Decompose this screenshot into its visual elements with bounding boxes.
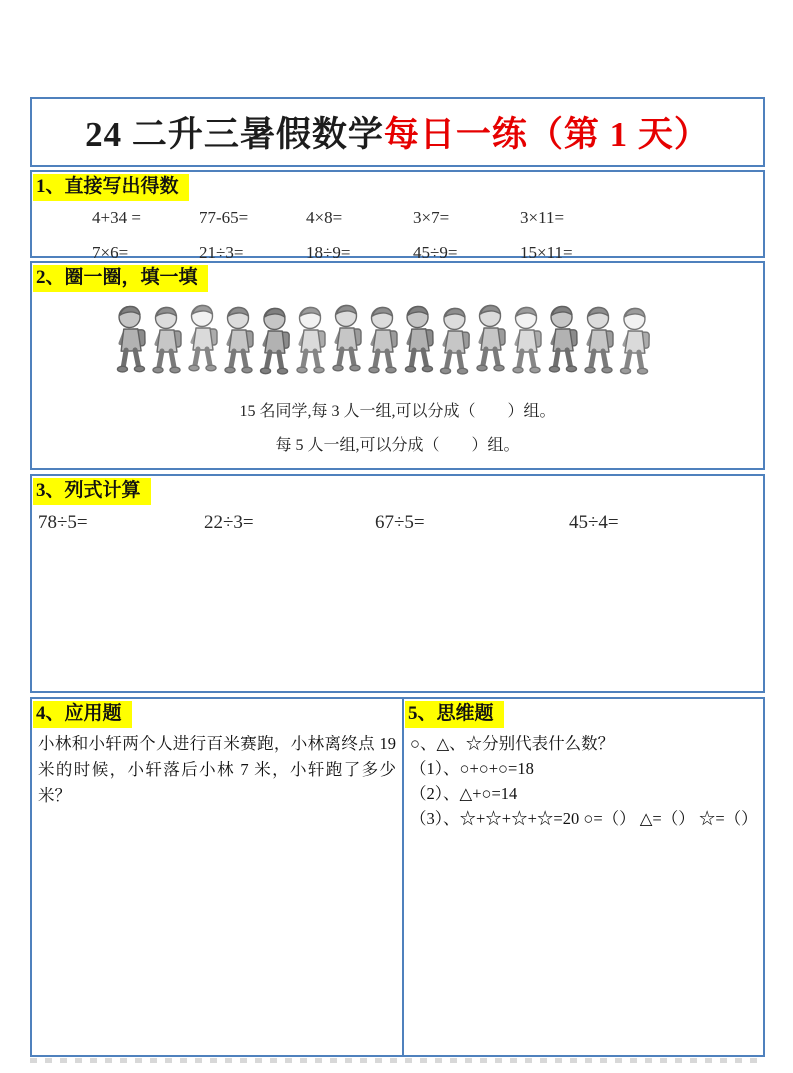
- student-figure: [149, 304, 185, 384]
- student-cartoon-icon: [473, 302, 509, 382]
- equation: 45÷9=: [413, 243, 458, 262]
- equation: 4+34 =: [92, 208, 141, 227]
- equation: 21÷3=: [199, 243, 244, 262]
- equation: 45÷4=: [569, 512, 619, 533]
- section3-problems-row: [32, 512, 763, 534]
- thinking-item: （3）、☆+☆+☆+☆=20 ○=（） △=（） ☆=（）: [410, 809, 758, 828]
- thinking-intro-line: ○、△、☆分别代表什么数？: [410, 734, 615, 753]
- section5-box: [402, 697, 765, 1057]
- section4-box: [30, 697, 402, 1057]
- section2-box: [30, 261, 765, 470]
- page-edge-shadow: [30, 1058, 765, 1063]
- word-problem-text: 小林和小轩两个人进行百米赛跑，小林离终点 19 米的时候，小轩落后小林 7 米，小轩跑了多少米？: [38, 734, 396, 805]
- title-red-part: 每日一练（第 1 天）: [383, 115, 710, 154]
- equation: 18÷9=: [306, 243, 351, 262]
- section4-heading: 4、应用题: [33, 701, 132, 728]
- fill-blank-line: 15 名同学,每 3 人一组,可以分成（ ）组。: [239, 403, 556, 420]
- equation: 3×7=: [413, 208, 450, 227]
- student-figure: [616, 305, 653, 386]
- student-figure: [581, 304, 617, 384]
- student-figure: [400, 303, 437, 384]
- student-figure: [256, 305, 293, 386]
- equation: 22÷3=: [204, 512, 254, 533]
- student-figure: [293, 304, 329, 384]
- equation: 78÷5=: [38, 512, 88, 533]
- worksheet: [30, 97, 765, 1057]
- student-figure: [509, 304, 545, 384]
- page-title: [85, 107, 710, 157]
- section3-heading: 3、列式计算: [33, 478, 151, 505]
- student-cartoon-icon: [112, 303, 149, 384]
- student-cartoon-icon: [221, 304, 257, 384]
- title-box: [30, 97, 765, 167]
- student-figure: [329, 302, 365, 382]
- title-black-part: 24 二升三暑假数学: [85, 115, 384, 154]
- section1-equations-row1: [92, 208, 763, 228]
- student-cartoon-icon: [544, 303, 581, 384]
- equation: 77-65=: [199, 208, 249, 227]
- student-cartoon-icon: [581, 304, 617, 384]
- section3-box: [30, 474, 765, 693]
- student-cartoon-icon: [436, 305, 473, 386]
- thinking-item: （1）、○+○+○=18: [410, 759, 534, 778]
- student-cartoon-icon: [149, 304, 185, 384]
- student-figure: [365, 304, 401, 384]
- student-figure: [112, 303, 149, 384]
- student-figure: [185, 302, 221, 382]
- fill-blank-line: 每 5 人一组,可以分成（ ）组。: [275, 437, 520, 454]
- student-cartoon-icon: [400, 303, 437, 384]
- equation: 15×11=: [520, 243, 573, 262]
- student-figure: [436, 305, 473, 386]
- student-figure: [544, 303, 581, 384]
- student-cartoon-icon: [185, 302, 221, 382]
- section1-box: [30, 170, 765, 262]
- students-row: [113, 300, 763, 382]
- thinking-item: （2）、△+○=14: [410, 784, 518, 803]
- equation: 4×8=: [306, 208, 343, 227]
- student-cartoon-icon: [293, 304, 329, 384]
- section1-heading: 1、直接写出得数: [33, 174, 189, 201]
- section2-heading: 2、圈一圈，填一填: [33, 265, 208, 292]
- student-cartoon-icon: [509, 304, 545, 384]
- student-figure: [473, 302, 509, 382]
- student-cartoon-icon: [616, 305, 653, 386]
- student-figure: [221, 304, 257, 384]
- student-cartoon-icon: [365, 304, 401, 384]
- equation: 67÷5=: [375, 512, 425, 533]
- student-cartoon-icon: [329, 302, 365, 382]
- equation: 3×11=: [520, 208, 565, 227]
- bottom-row: [30, 697, 765, 1057]
- student-cartoon-icon: [256, 305, 293, 386]
- section5-heading: 5、思维题: [405, 701, 504, 728]
- section1-equations-row2: [92, 243, 763, 263]
- equation: 7×6=: [92, 243, 129, 262]
